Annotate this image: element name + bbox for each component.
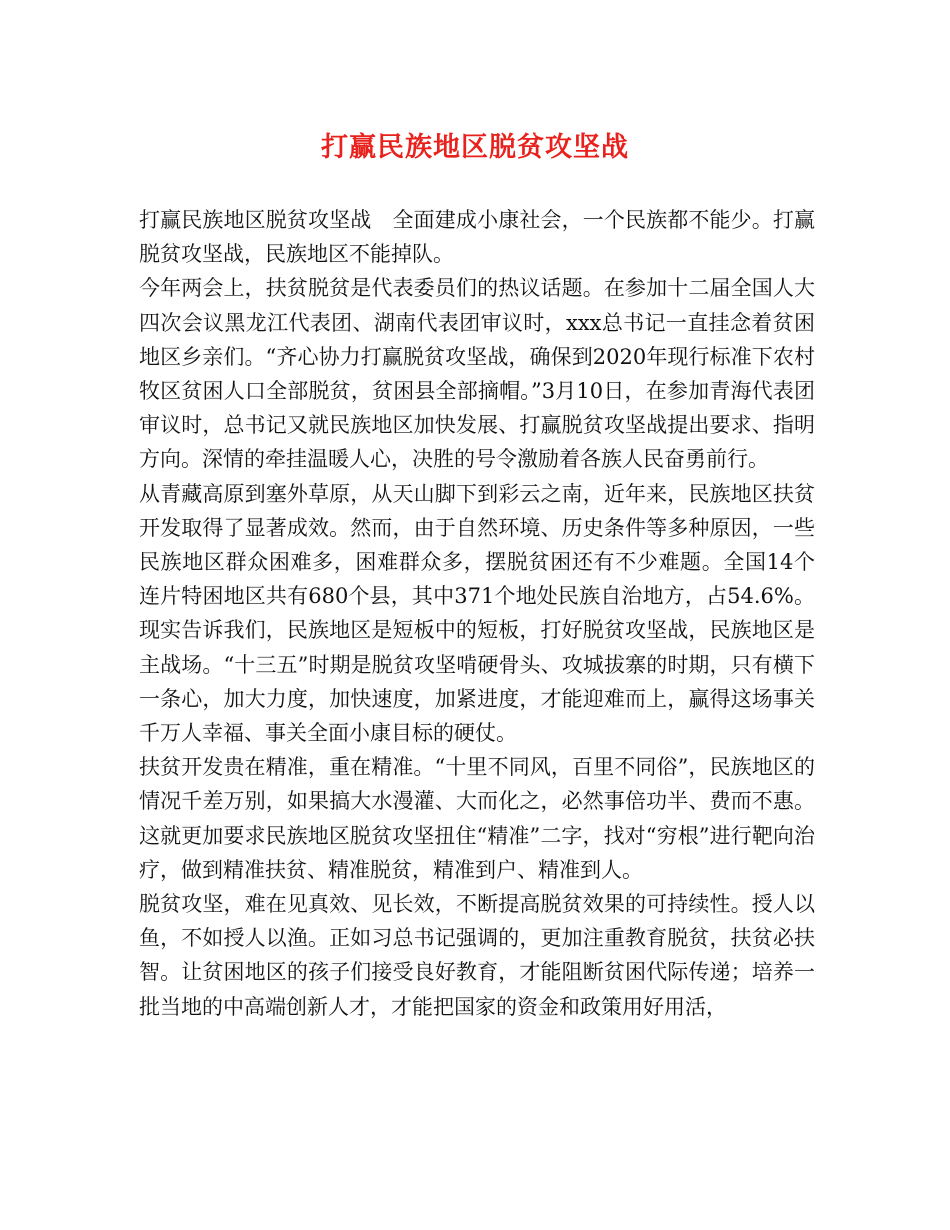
- paragraph-4: 扶贫开发贵在精准，重在精准。“十里不同风，百里不同俗”，民族地区的情况千差万别，如果搞大水漫灌、大而化之，必然事倍功半、费而不惠。这就更加要求民族地区脱贫攻坚扭住“精准”二字，找对“穷根”进行靶向治疗，做到精准扶贫、精准脱贫，精准到户、精准到人。: [139, 755, 815, 882]
- document-title: 打赢民族地区脱贫攻坚战: [321, 132, 629, 163]
- paragraph-5: 脱贫攻坚，难在见真效、见长效，不断提高脱贫效果的可持续性。授人以鱼，不如授人以渔。正如习总书记强调的，更加注重教育脱贫，扶贫必扶智。让贫困地区的孩子们接受良好教育，才能阻断贫困代际传递；培养一批当地的中高端创新人才，才能把国家的资金和政策用好用活，: [139, 892, 815, 1019]
- paragraph-1: 打赢民族地区脱贫攻坚战 全面建成小康社会，一个民族都不能少。打赢脱贫攻坚战，民族地区不能掉队。: [139, 208, 815, 267]
- paragraph-2: 今年两会上，扶贫脱贫是代表委员们的热议话题。在参加十二届全国人大四次会议黑龙江代表团、湖南代表团审议时，xxx总书记一直挂念着贫困地区乡亲们。“齐心协力打赢脱贫攻坚战，确保到2020年现行标准下农村牧区贫困人口全部脱贫，贫困县全部摘帽。”3月10日，在参加青海代表团审议时，总书记又就民族地区加快发展、打赢脱贫攻坚战提出要求、指明方向。深情的牵挂温暖人心，决胜的号令激励着各族人民奋勇前行。: [139, 276, 815, 472]
- paragraph-3: 从青藏高原到塞外草原，从天山脚下到彩云之南，近年来，民族地区扶贫开发取得了显著成效。然而，由于自然环境、历史条件等多种原因，一些民族地区群众困难多，困难群众多，摆脱贫困还有不少难题。全国14个连片特困地区共有680个县，其中371个地处民族自治地方，占54.6%。现实告诉我们，民族地区是短板中的短板，打好脱贫攻坚战，民族地区是主战场。“十三五”时期是脱贫攻坚啃硬骨头、攻城拔寨的时期，只有横下一条心，加大力度，加快速度，加紧进度，才能迎难而上，赢得这场事关千万人幸福、事关全面小康目标的硬仗。: [139, 481, 815, 746]
- document-body: [139, 203, 815, 1024]
